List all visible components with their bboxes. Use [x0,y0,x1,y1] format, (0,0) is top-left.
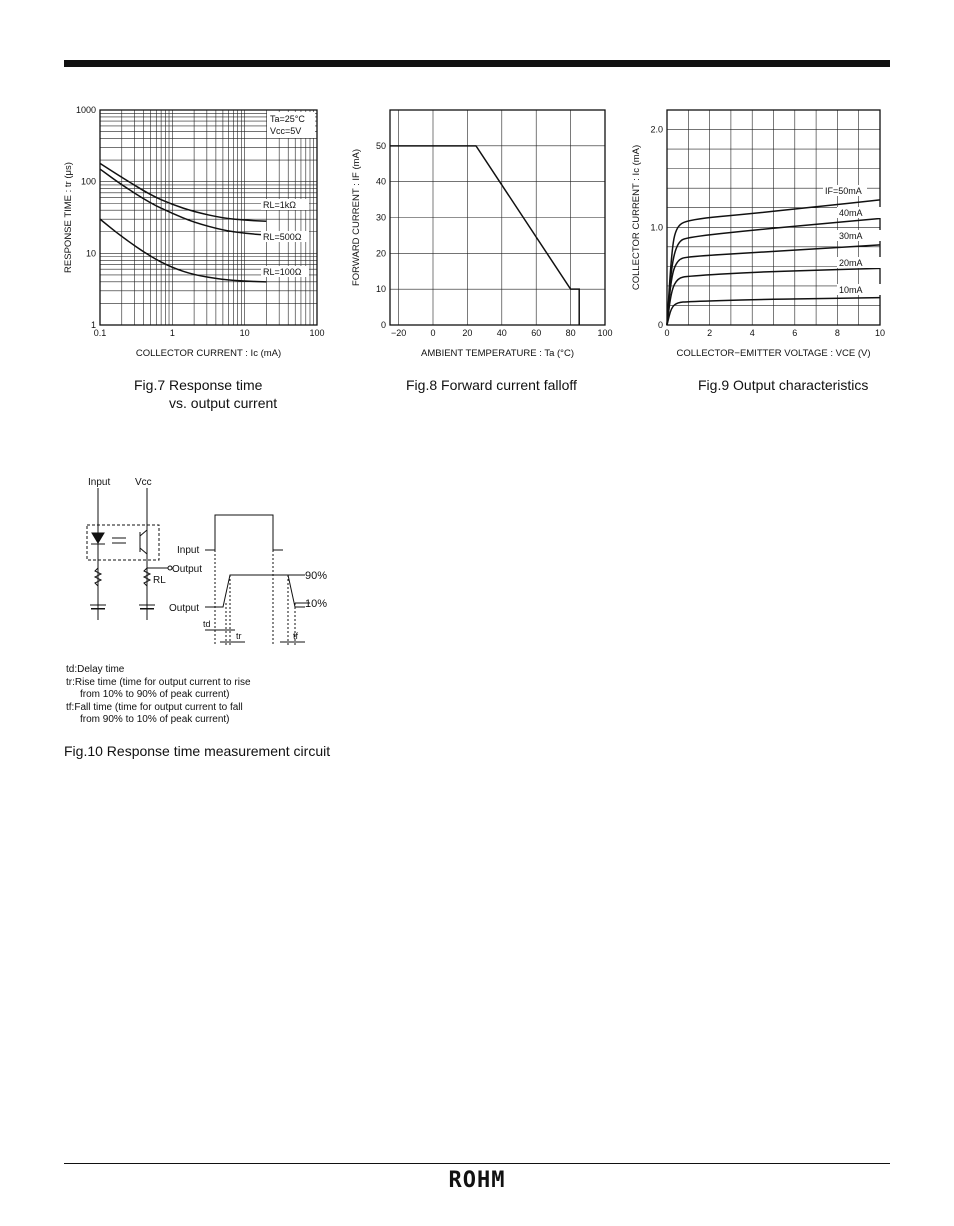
x-tick-label: 10 [239,328,250,338]
y-tick-label: 0 [657,320,663,330]
series-label: 10mA [839,285,863,295]
wave-input-label: Input [177,545,200,556]
circuit-rl-label: RL [153,575,166,586]
x-tick-label: 2 [707,328,713,338]
x-axis-label: AMBIENT TEMPERATURE : Ta (°C) [420,348,575,359]
y-tick-label: 0 [380,320,386,330]
legend-tf: tf:Fall time (time for output current to fall [66,701,243,713]
series-label: 40mA [839,208,863,218]
legend-tf-cont: from 90% to 10% of peak current) [80,714,230,725]
x-tick-label: 40 [496,328,507,338]
fig9-caption: Fig.9 Output characteristics [698,377,869,393]
legend-tr: tr:Rise time (time for output current to rise [66,676,251,688]
y-tick-label: 10 [375,284,386,295]
wave-output-label: Output [169,603,200,614]
y-axis-label: COLLECTOR CURRENT : Ic (mA) [631,144,642,291]
x-tick-label: 20 [462,328,473,338]
series-label: RL=500Ω [263,232,302,242]
x-tick-label: −20 [390,328,407,338]
fig9-chart [625,95,890,370]
y-tick-label: 100 [80,176,96,187]
fig10-caption: Fig.10 Response time measurement circuit [64,743,331,759]
y-tick-label: 10 [85,248,96,259]
series-label: RL=1kΩ [263,200,296,210]
wave-td-label: td [203,619,211,629]
series-label: 30mA [839,231,863,241]
y-tick-label: 20 [375,248,386,259]
x-axis-label: COLLECTOR−EMITTER VOLTAGE : VCE (V) [676,348,871,359]
circuit-output-label: Output [172,564,203,575]
series-label: IF=50mA [825,186,862,196]
condition-label: Ta=25°C [270,114,305,124]
rohm-logo: ROHM [448,1168,506,1193]
series-label: RL=100Ω [263,267,302,277]
y-tick-label: 30 [375,212,386,223]
condition-label: Vcc=5V [270,126,302,136]
fig8-chart [345,95,625,370]
fig7-chart [55,95,330,370]
x-tick-label: 0 [664,328,670,338]
x-tick-label: 10 [874,328,886,338]
fig7-caption-line2: vs. output current [169,395,278,411]
y-tick-label: 40 [375,176,386,187]
wave-90-label: 90% [305,570,328,582]
y-axis-label: RESPONSE TIME : tr (μs) [63,162,74,273]
circuit-input-label: Input [88,477,111,488]
series-label: 20mA [839,258,863,268]
x-tick-label: 8 [834,328,840,338]
x-tick-label: 1 [169,328,175,338]
x-tick-label: 4 [749,328,755,338]
series-line [390,146,579,325]
wave-10-label: 10% [305,598,328,610]
fig10-legend [66,664,251,727]
x-tick-label: 0.1 [93,328,107,338]
footer-rule [64,1163,890,1164]
plot-frame [100,110,317,325]
wave-tr-label: tr [236,631,242,641]
y-axis-label: FORWARD CURRENT : IF (mA) [351,148,362,287]
wave-tf-label: tf [293,631,299,641]
fig7-caption-line1: Fig.7 Response time [134,377,263,393]
x-tick-label: 0 [430,328,436,338]
fig8-caption: Fig.8 Forward current falloff [406,377,577,393]
legend-tr-cont: from 10% to 90% of peak current) [80,689,230,700]
y-tick-label: 1.0 [650,222,663,233]
y-tick-label: 1 [90,320,96,330]
x-tick-label: 100 [597,328,613,338]
y-tick-label: 2.0 [650,124,663,135]
circuit-vcc-label: Vcc [135,477,152,488]
x-axis-label: COLLECTOR CURRENT : Ic (mA) [135,348,282,359]
x-tick-label: 100 [309,328,325,338]
header-rule [64,60,890,67]
y-tick-label: 1000 [75,105,96,115]
legend-td: td:Delay time [66,664,125,675]
x-tick-label: 60 [531,328,542,338]
x-tick-label: 6 [792,328,798,338]
x-tick-label: 80 [565,328,576,338]
fig10-diagram [60,470,370,660]
y-tick-label: 50 [375,140,386,151]
